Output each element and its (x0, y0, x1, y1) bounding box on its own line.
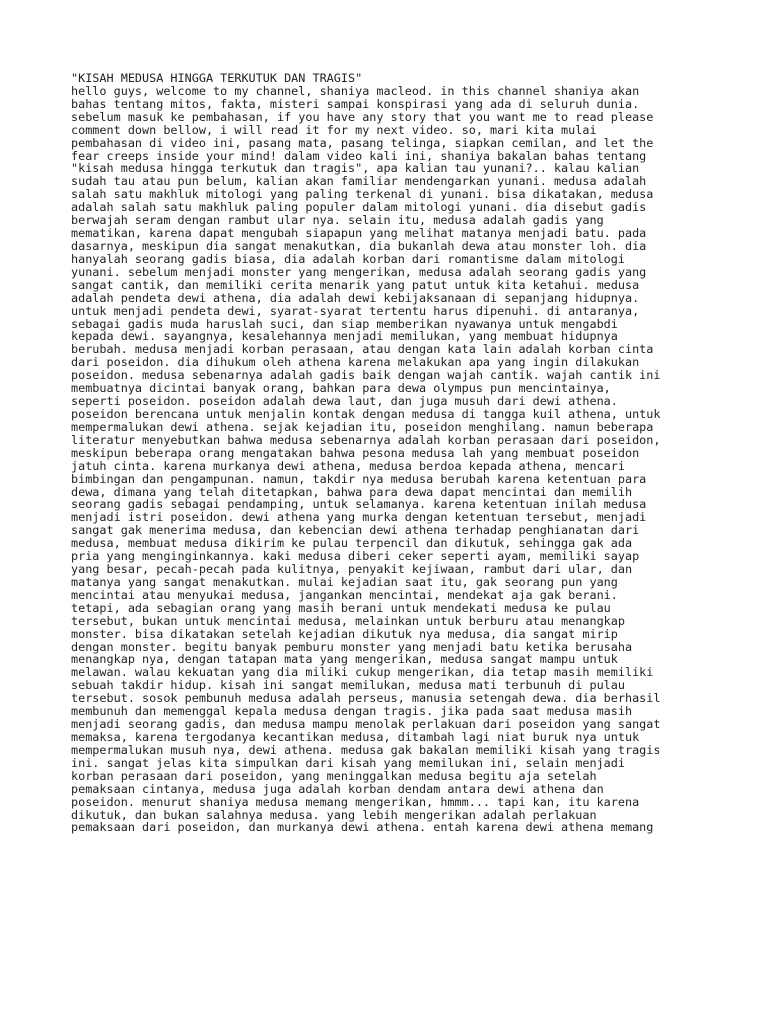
text-line: bahas tentang mitos, fakta, misteri sampai konspirasi yang ada di seluruh dunia. (71, 96, 640, 111)
text-line: yang besar, pecah-pecah pada kulitnya, penyakit kejiwaan, rambut dari ular, dan (71, 562, 633, 577)
text-line: pembahasan di video ini, pasang mata, pasang telinga, siapkan cemilan, and let the (71, 135, 654, 150)
text-line: mempermalukan dewi athena. sejak kejadian itu, poseidon menghilang. namun beberapa (71, 419, 654, 434)
text-line: sangat gak menerima medusa, dan kebencian dewi athena terhadap penghianatan dari (71, 523, 640, 538)
document-text (71, 72, 761, 834)
text-line: mempermalukan musuh nya, dewi athena. medusa gak bakalan memiliki kisah yang tragis (71, 742, 661, 757)
text-line: yunani. sebelum menjadi monster yang mengerikan, medusa adalah seorang gadis yang (71, 264, 647, 279)
text-line: pria yang menginginkannya. kaki medusa diberi ceker seperti ayam, memiliki sayap (71, 549, 640, 564)
text-line: berwajah seram dengan rambut ular nya. selain itu, medusa adalah gadis yang (71, 213, 604, 228)
text-line: kepada dewi. sayangnya, kesalehannya menjadi memilukan, yang membuat hidupnya (71, 329, 618, 344)
text-line: untuk menjadi pendeta dewi, syarat-syarat tertentu harus dipenuhi. di antaranya, (71, 303, 640, 318)
text-line: "kisah medusa hingga terkutuk dan tragis", apa kalian tau yunani?.. kalau kalian (71, 161, 640, 176)
text-line: seperti poseidon. poseidon adalah dewa laut, dan juga musuh dari dewi athena. (71, 394, 618, 409)
text-line: sebuah takdir hidup. kisah ini sangat memilukan, medusa mati terbunuh di pulau (71, 678, 625, 693)
text-line: membunuh dan memenggal kepala medusa dengan tragis. jika pada saat medusa masih (71, 704, 633, 719)
text-line: dewa, dimana yang telah ditetapkan, bahwa para dewa dapat mencintai dan memilih (71, 484, 633, 499)
text-line: seorang gadis sebagai pendamping, untuk selamanya. karena ketentuan inilah medusa (71, 497, 647, 512)
text-line: melawan. walau kekuatan yang dia miliki cukup mengerikan, dia tetap masih memiliki (71, 665, 654, 680)
text-line: sudah tau atau pun belum, kalian akan familiar mendengarkan yunani. medusa adalah (71, 174, 647, 189)
text-line: fear creeps inside your mind! dalam video kali ini, shaniya bakalan bahas tentang (71, 148, 647, 163)
text-line: menangkap nya, dengan tatapan mata yang mengerikan, medusa sangat mampu untuk (71, 652, 618, 667)
text-line: sangat cantik, dan memiliki cerita menarik yang patut untuk kita ketahui. medusa (71, 277, 640, 292)
text-line: dengan monster. begitu banyak pemburu monster yang menjadi batu ketika berusaha (71, 639, 633, 654)
text-line: matanya yang sangat menakutkan. mulai kejadian saat itu, gak seorang pun yang (71, 574, 618, 589)
text-line: dikutuk, dan bukan salahnya medusa. yang lebih mengerikan adalah perlakuan (71, 807, 597, 822)
text-line: tersebut. sosok pembunuh medusa adalah perseus, manusia setengah dewa. dia berhasil (71, 691, 661, 706)
text-line: sebelum masuk ke pembahasan, if you have any story that you want me to read please (71, 109, 654, 124)
text-line: pemaksaan cintanya, medusa juga adalah korban dendam antara dewi athena dan (71, 781, 604, 796)
text-line: poseidon. medusa sebenarnya adalah gadis baik dengan wajah cantik. wajah cantik ini (71, 368, 661, 383)
text-line: dari poseidon. dia dihukum oleh athena karena melakukan apa yang ingin dilakukan (71, 355, 640, 370)
text-line: hanyalah seorang gadis biasa, dia adalah korban dari romantisme dalam mitologi (71, 251, 625, 266)
text-line: berubah. medusa menjadi korban perasaan, atau dengan kata lain adalah korban cinta (71, 342, 654, 357)
text-line: memaksa, karena tergodanya kecantikan medusa, ditambah lagi niat buruk nya untuk (71, 730, 640, 745)
text-line: sebagai gadis muda haruslah suci, dan siap memberikan nyawanya untuk mengabdi (71, 316, 618, 331)
text-line: comment down bellow, i will read it for my next video. so, mari kita mulai (71, 122, 597, 137)
text-line: medusa, membuat medusa dikirim ke pulau terpencil dan dikutuk, sehingga gak ada (71, 536, 633, 551)
text-line: hello guys, welcome to my channel, shaniya macleod. in this channel shaniya akan (71, 83, 640, 98)
text-line: monster. bisa dikatakan setelah kejadian dikutuk nya medusa, dia sangat mirip (71, 626, 618, 641)
text-line: mencintai atau menyukai medusa, jangankan mencintai, mendekat aja gak berani. (71, 587, 618, 602)
text-line: ini. sangat jelas kita simpulkan dari kisah yang memilukan ini, selain menjadi (71, 755, 625, 770)
text-line: membuatnya dicintai banyak orang, bahkan para dewa olympus pun mencintainya, (71, 381, 611, 396)
text-line: korban perasaan dari poseidon, yang meninggalkan medusa begitu aja setelah (71, 768, 597, 783)
text-line: jatuh cinta. karena murkanya dewi athena, medusa berdoa kepada athena, mencari (71, 458, 625, 473)
text-line: adalah pendeta dewi athena, dia adalah dewi kebijaksanaan di sepanjang hidupnya. (71, 290, 640, 305)
text-line: adalah salah satu makhluk paling populer dalam mitologi yunani. dia disebut gadis (71, 200, 647, 215)
text-line: bimbingan dan pengampunan. namun, takdir nya medusa berubah karena ketentuan para (71, 471, 647, 486)
text-line: literatur menyebutkan bahwa medusa sebenarnya adalah korban perasaan dari poseidon, (71, 432, 661, 447)
text-line: meskipun beberapa orang mengatakan bahwa pesona medusa lah yang membuat poseidon (71, 445, 640, 460)
text-line: poseidon berencana untuk menjalin kontak dengan medusa di tangga kuil athena, untuk (71, 406, 661, 421)
text-line: menjadi seorang gadis, dan medusa mampu menolak perlakuan dari poseidon yang sangat (71, 717, 661, 732)
text-line: poseidon. menurut shaniya medusa memang mengerikan, hmmm... tapi kan, itu karena (71, 794, 640, 809)
text-line: menjadi istri poseidon. dewi athena yang murka dengan ketentuan tersebut, menjadi (71, 510, 647, 525)
text-line: pemaksaan dari poseidon, dan murkanya dewi athena. entah karena dewi athena memang (71, 820, 654, 835)
text-line: tersebut, bukan untuk mencintai medusa, melainkan untuk berburu atau menangkap (71, 613, 625, 628)
text-line: salah satu makhluk mitologi yang paling terkenal di yunani. bisa dikatakan, medusa (71, 187, 654, 202)
text-line: mematikan, karena dapat mengubah siapapun yang melihat matanya menjadi batu. pada (71, 226, 647, 241)
text-line: dasarnya, meskipun dia sangat menakutkan, dia bukanlah dewa atau monster loh. dia (71, 238, 647, 253)
text-line: tetapi, ada sebagian orang yang masih berani untuk mendekati medusa ke pulau (71, 600, 611, 615)
document-title: "KISAH MEDUSA HINGGA TERKUTUK DAN TRAGIS" (71, 71, 363, 85)
